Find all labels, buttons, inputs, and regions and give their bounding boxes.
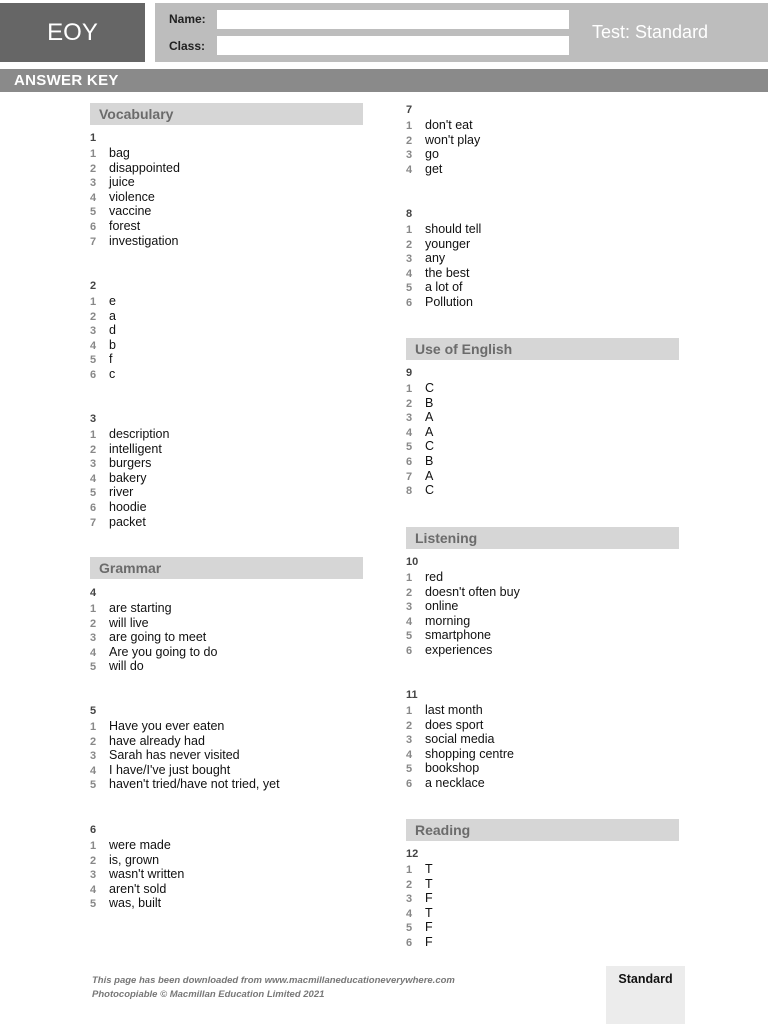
answer-number: 6 <box>406 296 413 309</box>
header-band <box>155 3 768 62</box>
answer-item: 3 juice <box>90 175 135 190</box>
answer-number: 4 <box>406 615 413 628</box>
answer-number: 1 <box>406 864 413 876</box>
exercise-number: 9 <box>406 367 413 379</box>
answer-number: 3 <box>406 601 413 614</box>
answer-item: 6 forest <box>90 218 141 233</box>
answer-number: 2 <box>406 397 413 410</box>
answer-item: 2 is, grown <box>90 852 160 867</box>
answer-item: 2 a <box>90 308 116 323</box>
answer-item: 4 shopping centre <box>406 746 514 761</box>
test-label: Test: Standard <box>592 22 709 42</box>
answer-item: 5 f <box>90 352 113 367</box>
answer-number: 2 <box>90 310 97 323</box>
level-label: EOY <box>47 18 98 46</box>
answer-number: 2 <box>406 586 413 599</box>
answer-item: 2 does sport <box>406 717 484 732</box>
answer-item: 1 Have you ever eaten <box>90 719 225 733</box>
section-use-of-english: Use of English <box>406 338 679 360</box>
answer-number: 2 <box>90 162 97 175</box>
answer-number: 5 <box>406 630 413 643</box>
answer-number: 5 <box>406 763 413 776</box>
answer-number: 5 <box>406 441 413 454</box>
answer-item: 2 B <box>406 395 434 410</box>
answer-number: 4 <box>90 472 97 485</box>
answer-item: 2 intelligent <box>90 441 162 456</box>
answer-item: 2 T <box>406 876 433 891</box>
answer-number: 6 <box>406 455 413 468</box>
answer-number: 2 <box>406 134 413 147</box>
exercise-11 <box>406 688 681 791</box>
level-badge <box>0 3 145 62</box>
answer-key-title: ANSWER KEY <box>14 72 119 89</box>
exercise-7 <box>406 103 681 176</box>
answer-item: 5 haven't tried/have not tried, yet <box>90 777 280 792</box>
answer-item: 6 Pollution <box>406 294 473 309</box>
name-field[interactable] <box>217 10 569 29</box>
answer-number: 5 <box>406 282 413 295</box>
answer-number: 1 <box>406 572 413 584</box>
answer-item: 4 b <box>90 337 116 352</box>
answer-number: 5 <box>90 206 97 219</box>
answer-item: 4 aren't sold <box>90 881 167 896</box>
exercise-2 <box>90 279 365 382</box>
answer-item: 6 a necklace <box>406 775 485 790</box>
answer-number: 2 <box>90 854 97 867</box>
answer-item: 5 a lot of <box>406 280 463 295</box>
exercise-number: 12 <box>406 848 419 860</box>
answer-number: 4 <box>406 907 413 920</box>
answer-item: 4 get <box>406 161 443 176</box>
exercise-4 <box>90 586 365 674</box>
answer-number: 3 <box>90 458 97 471</box>
exercise-8 <box>406 207 681 310</box>
answer-item: 3 burgers <box>90 456 152 471</box>
name-label: Name: <box>169 12 206 26</box>
answer-item: 5 was, built <box>90 896 162 911</box>
section-reading: Reading <box>406 819 679 841</box>
footer-download-line: This page has been downloaded from www.macmillaneducationeverywhere.com <box>92 975 455 986</box>
exercise-number: 3 <box>90 413 97 425</box>
answer-number: 5 <box>90 487 97 500</box>
answer-item: 7 A <box>406 468 434 483</box>
answer-item: 5 bookshop <box>406 761 480 776</box>
section-listening: Listening <box>406 527 679 549</box>
answer-number: 3 <box>90 750 97 763</box>
answer-item: 3 online <box>406 599 459 614</box>
answer-number: 4 <box>90 191 97 204</box>
exercise-number: 11 <box>406 689 418 701</box>
answer-item: 2 doesn't often buy <box>406 584 520 599</box>
answer-number: 6 <box>90 501 97 514</box>
answer-number: 1 <box>90 603 97 615</box>
answer-item: 4 T <box>406 905 433 920</box>
answer-item: 1 are starting <box>90 601 172 615</box>
answer-number: 8 <box>406 485 413 498</box>
answer-number: 4 <box>406 163 413 176</box>
answer-item: 4 Are you going to do <box>90 644 218 659</box>
answer-number: 5 <box>90 779 97 792</box>
answer-key-bar <box>0 69 768 92</box>
answer-number: 6 <box>406 936 413 949</box>
answer-number: 6 <box>406 777 413 790</box>
answer-item: 2 will live <box>90 615 149 630</box>
answer-number: 7 <box>406 470 413 483</box>
answer-item: 3 wasn't written <box>90 867 185 882</box>
answer-item: 5 C <box>406 439 435 454</box>
answer-item: 1 should tell <box>406 222 482 236</box>
answer-item: 3 social media <box>406 732 495 747</box>
answer-number: 4 <box>90 883 97 896</box>
answer-item: 1 last month <box>406 703 483 717</box>
answer-number: 5 <box>90 354 97 367</box>
answer-item: 2 have already had <box>90 733 205 748</box>
answer-item: 1 red <box>406 570 444 584</box>
footer-copyright-line: Photocopiable © Macmillan Education Limited 2021 <box>92 989 325 1000</box>
answer-number: 2 <box>406 238 413 251</box>
answer-item: 1 e <box>90 294 116 308</box>
answer-item: 4 morning <box>406 613 471 628</box>
answer-item: 4 I have/I've just bought <box>90 762 231 777</box>
answer-item: 6 c <box>90 366 116 381</box>
answer-number: 2 <box>90 617 97 630</box>
answer-item: 4 the best <box>406 265 470 280</box>
answer-item: 1 description <box>90 427 170 441</box>
answer-number: 1 <box>406 120 413 132</box>
answer-number: 3 <box>406 893 413 906</box>
answer-item: 5 will do <box>90 659 144 674</box>
answer-number: 2 <box>406 878 413 891</box>
answer-number: 3 <box>90 177 97 190</box>
exercise-number: 8 <box>406 208 413 220</box>
answer-item: 6 F <box>406 934 433 949</box>
answer-number: 4 <box>90 646 97 659</box>
footer-text <box>92 974 455 1002</box>
answer-item: 2 younger <box>406 236 471 251</box>
answer-item: 8 C <box>406 483 435 498</box>
footer-level-box <box>606 966 685 1024</box>
answer-number: 5 <box>90 898 97 911</box>
class-field[interactable] <box>217 36 569 55</box>
answer-number: 3 <box>406 412 413 425</box>
answer-item: 3 F <box>406 891 433 906</box>
answer-number: 2 <box>406 719 413 732</box>
answer-item: 1 T <box>406 862 433 876</box>
answer-item: 2 won't play <box>406 132 481 147</box>
answer-number: 3 <box>406 149 413 162</box>
exercise-number: 6 <box>90 824 97 836</box>
answer-item: 5 smartphone <box>406 628 492 643</box>
answer-number: 4 <box>90 764 97 777</box>
exercise-5 <box>90 704 365 792</box>
answer-number: 1 <box>406 705 413 717</box>
answer-item: 4 A <box>406 424 434 439</box>
exercise-10 <box>406 555 681 658</box>
answer-item: 1 were made <box>90 838 171 852</box>
answer-number: 1 <box>90 721 97 733</box>
answer-item: 6 experiences <box>406 642 493 657</box>
exercise-6 <box>90 823 365 911</box>
answer-item: 4 violence <box>90 189 155 204</box>
answer-number: 6 <box>406 644 413 657</box>
answer-number: 1 <box>406 383 413 395</box>
answer-item: 3 any <box>406 251 446 266</box>
answer-item: 3 d <box>90 323 116 338</box>
exercise-9 <box>406 366 681 498</box>
answer-number: 2 <box>90 443 97 456</box>
exercise-3 <box>90 412 365 529</box>
answer-number: 3 <box>90 325 97 338</box>
answer-item: 7 investigation <box>90 233 179 248</box>
answer-number: 3 <box>90 632 97 645</box>
answer-item: 3 go <box>406 147 439 162</box>
exercise-number: 4 <box>90 587 97 599</box>
exercise-number: 2 <box>90 280 97 292</box>
answer-number: 5 <box>90 661 97 674</box>
section-grammar: Grammar <box>90 557 363 579</box>
answer-number: 1 <box>90 148 97 160</box>
answer-item: 5 F <box>406 920 433 935</box>
answer-number: 5 <box>406 922 413 935</box>
answer-item: 2 disappointed <box>90 160 180 175</box>
answer-item: 6 hoodie <box>90 499 147 514</box>
answer-item: 1 C <box>406 381 435 395</box>
class-label: Class: <box>169 39 206 53</box>
answer-number: 1 <box>90 429 97 441</box>
answer-number: 3 <box>406 253 413 266</box>
answer-number: 2 <box>90 735 97 748</box>
answer-number: 7 <box>90 235 97 248</box>
answer-number: 6 <box>90 368 97 381</box>
footer-level-label: Standard <box>618 972 673 986</box>
answer-number: 1 <box>90 296 97 308</box>
section-vocabulary: Vocabulary <box>90 103 363 125</box>
answer-number: 3 <box>406 734 413 747</box>
exercise-1 <box>90 131 365 248</box>
answer-item: 4 bakery <box>90 470 147 485</box>
answer-item: 1 don't eat <box>406 118 473 132</box>
answer-item: 5 river <box>90 485 134 500</box>
answer-number: 4 <box>406 426 413 439</box>
answer-item: 1 bag <box>90 146 130 160</box>
exercise-number: 5 <box>90 705 97 717</box>
answer-item: 3 Sarah has never visited <box>90 748 240 763</box>
answer-item: 7 packet <box>90 514 146 529</box>
answer-item: 6 B <box>406 453 434 468</box>
answer-item: 3 are going to meet <box>90 630 207 645</box>
answer-number: 1 <box>406 224 413 236</box>
exercise-number: 7 <box>406 104 413 116</box>
exercise-number: 10 <box>406 556 419 568</box>
exercise-number: 1 <box>90 132 97 144</box>
answer-item: 5 vaccine <box>90 204 152 219</box>
answer-number: 3 <box>90 869 97 882</box>
answer-number: 4 <box>406 748 413 761</box>
answer-number: 6 <box>90 220 97 233</box>
exercise-12 <box>406 847 681 950</box>
answer-number: 4 <box>90 339 97 352</box>
answer-number: 7 <box>90 516 97 529</box>
answer-number: 1 <box>90 840 97 852</box>
answer-item: 3 A <box>406 410 434 425</box>
answer-number: 4 <box>406 267 413 280</box>
